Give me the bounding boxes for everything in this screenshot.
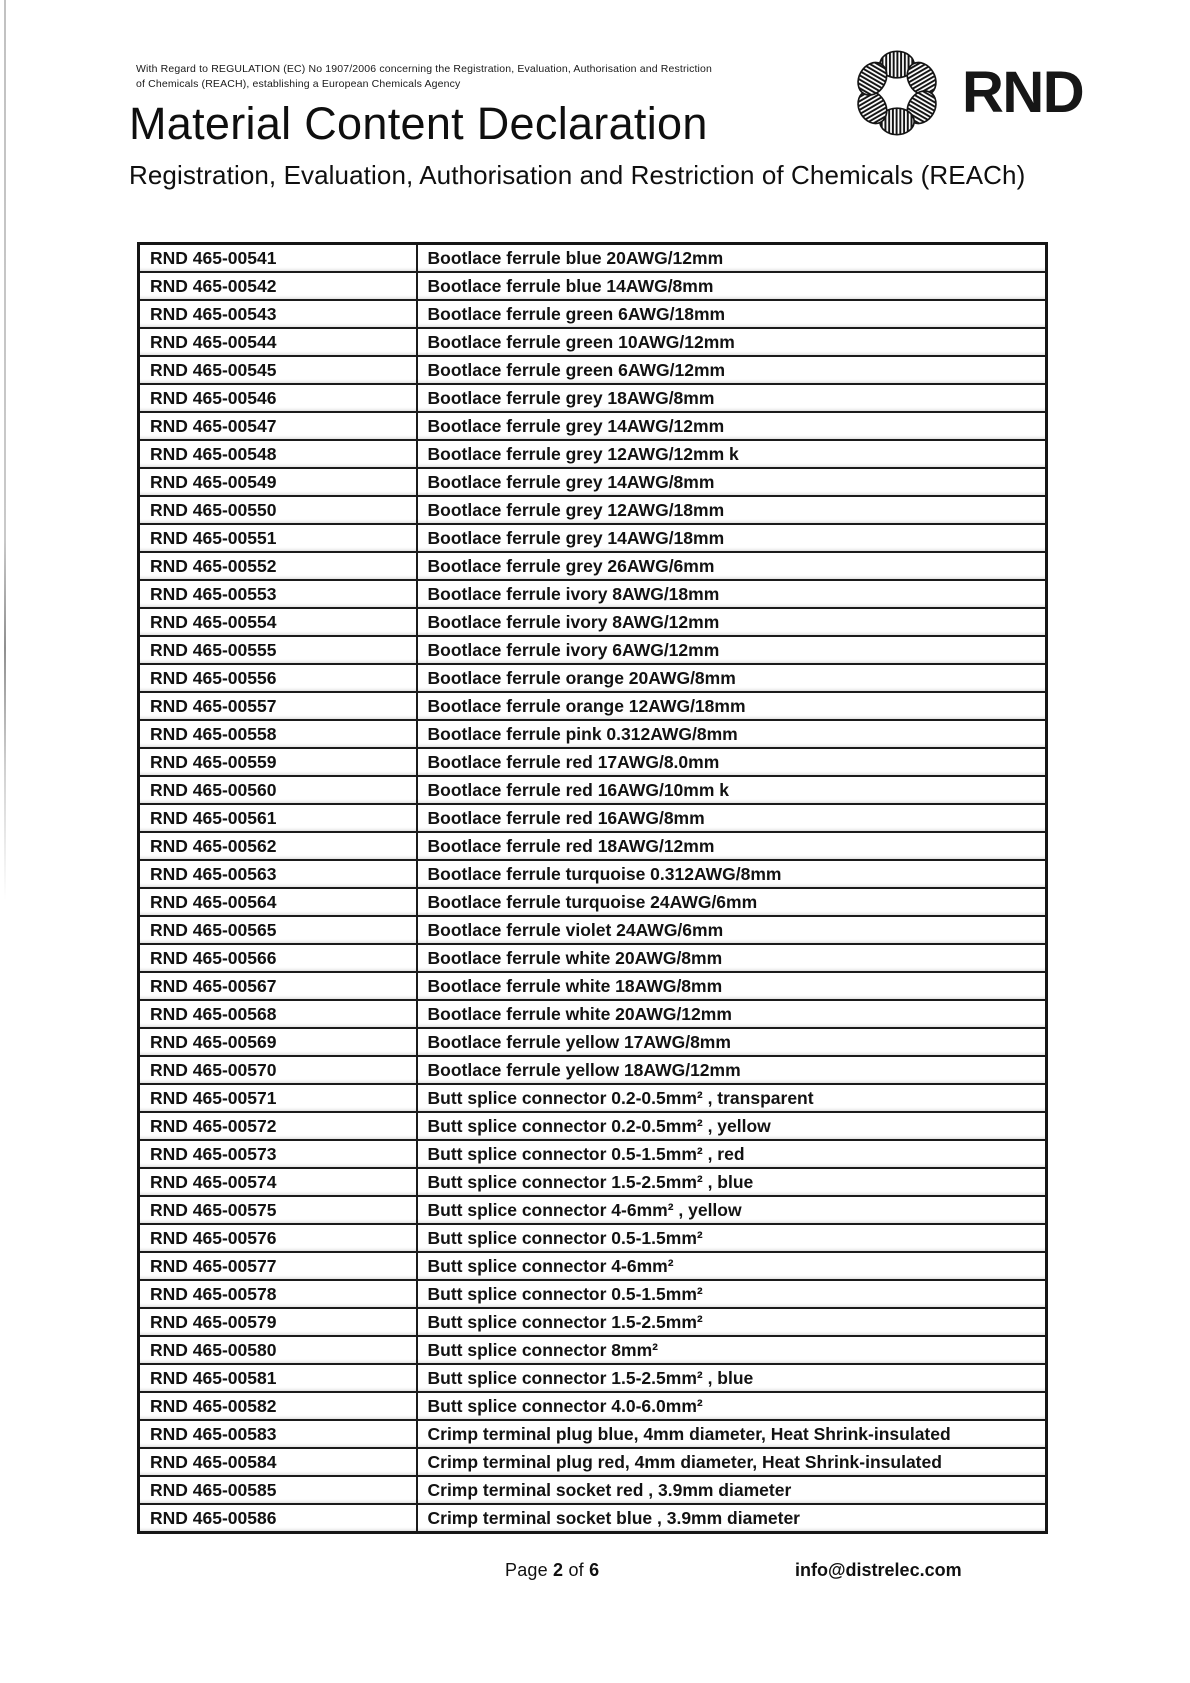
table-row xyxy=(139,1056,1047,1084)
table-row xyxy=(139,412,1047,440)
description-cell: Crimp terminal plug red, 4mm diameter, Heat Shrink-insulated xyxy=(417,1448,1047,1476)
description-cell: Bootlace ferrule orange 12AWG/18mm xyxy=(417,692,1047,720)
description-cell: Bootlace ferrule white 18AWG/8mm xyxy=(417,972,1047,1000)
part-number-cell: RND 465-00577 xyxy=(139,1252,417,1280)
of-label: of xyxy=(568,1560,584,1580)
description-cell: Bootlace ferrule green 6AWG/12mm xyxy=(417,356,1047,384)
part-number-cell: RND 465-00581 xyxy=(139,1364,417,1392)
table-row xyxy=(139,524,1047,552)
part-number-cell: RND 465-00565 xyxy=(139,916,417,944)
table-row xyxy=(139,1224,1047,1252)
table-row xyxy=(139,1476,1047,1504)
table-row xyxy=(139,328,1047,356)
part-number-cell: RND 465-00567 xyxy=(139,972,417,1000)
table-row xyxy=(139,1336,1047,1364)
page-number: 2 xyxy=(553,1560,564,1580)
table-row xyxy=(139,608,1047,636)
table-row xyxy=(139,1280,1047,1308)
part-number-cell: RND 465-00542 xyxy=(139,272,417,300)
table-row xyxy=(139,720,1047,748)
part-number-cell: RND 465-00559 xyxy=(139,748,417,776)
description-cell: Bootlace ferrule yellow 17AWG/8mm xyxy=(417,1028,1047,1056)
description-cell: Bootlace ferrule green 6AWG/18mm xyxy=(417,300,1047,328)
part-number-cell: RND 465-00568 xyxy=(139,1000,417,1028)
description-cell: Bootlace ferrule yellow 18AWG/12mm xyxy=(417,1056,1047,1084)
description-cell: Bootlace ferrule ivory 8AWG/18mm xyxy=(417,580,1047,608)
part-number-cell: RND 465-00572 xyxy=(139,1112,417,1140)
description-cell: Butt splice connector 0.2-0.5mm² , yellow xyxy=(417,1112,1047,1140)
part-number-cell: RND 465-00541 xyxy=(139,244,417,273)
description-cell: Bootlace ferrule white 20AWG/8mm xyxy=(417,944,1047,972)
part-number-cell: RND 465-00562 xyxy=(139,832,417,860)
regulation-note-line1: With Regard to REGULATION (EC) No 1907/2006 concerning the Registration, Evaluation, Authorisation and Restriction xyxy=(136,63,713,75)
table-row xyxy=(139,1308,1047,1336)
description-cell: Bootlace ferrule turquoise 0.312AWG/8mm xyxy=(417,860,1047,888)
table-row xyxy=(139,776,1047,804)
contact-email: info@distrelec.com xyxy=(795,1560,962,1580)
part-number-cell: RND 465-00555 xyxy=(139,636,417,664)
part-number-cell: RND 465-00552 xyxy=(139,552,417,580)
part-number-cell: RND 465-00573 xyxy=(139,1140,417,1168)
part-number-cell: RND 465-00549 xyxy=(139,468,417,496)
parts-table-body xyxy=(139,244,1047,1533)
part-number-cell: RND 465-00571 xyxy=(139,1084,417,1112)
description-cell: Bootlace ferrule grey 12AWG/18mm xyxy=(417,496,1047,524)
part-number-cell: RND 465-00578 xyxy=(139,1280,417,1308)
rnd-logo-text: RND xyxy=(962,60,1084,125)
description-cell: Crimp terminal socket red , 3.9mm diameter xyxy=(417,1476,1047,1504)
page-total: 6 xyxy=(589,1560,600,1580)
table-row xyxy=(139,692,1047,720)
part-number-cell: RND 465-00583 xyxy=(139,1420,417,1448)
part-number-cell: RND 465-00561 xyxy=(139,804,417,832)
table-row xyxy=(139,496,1047,524)
table-row xyxy=(139,1112,1047,1140)
description-cell: Crimp terminal plug blue, 4mm diameter, Heat Shrink-insulated xyxy=(417,1420,1047,1448)
table-row xyxy=(139,1420,1047,1448)
part-number-cell: RND 465-00560 xyxy=(139,776,417,804)
description-cell: Bootlace ferrule grey 18AWG/8mm xyxy=(417,384,1047,412)
description-cell: Butt splice connector 1.5-2.5mm² , blue xyxy=(417,1364,1047,1392)
description-cell: Bootlace ferrule grey 14AWG/18mm xyxy=(417,524,1047,552)
part-number-cell: RND 465-00566 xyxy=(139,944,417,972)
description-cell: Bootlace ferrule green 10AWG/12mm xyxy=(417,328,1047,356)
table-row xyxy=(139,636,1047,664)
part-number-cell: RND 465-00579 xyxy=(139,1308,417,1336)
description-cell: Butt splice connector 4-6mm² xyxy=(417,1252,1047,1280)
table-row xyxy=(139,440,1047,468)
table-row xyxy=(139,1392,1047,1420)
table-row xyxy=(139,860,1047,888)
table-row xyxy=(139,1448,1047,1476)
rnd-logo xyxy=(848,44,1083,142)
table-row xyxy=(139,1028,1047,1056)
regulation-note xyxy=(136,62,712,91)
part-number-cell: RND 465-00576 xyxy=(139,1224,417,1252)
table-row xyxy=(139,1140,1047,1168)
description-cell: Bootlace ferrule white 20AWG/12mm xyxy=(417,1000,1047,1028)
description-cell: Bootlace ferrule ivory 6AWG/12mm xyxy=(417,636,1047,664)
part-number-cell: RND 465-00550 xyxy=(139,496,417,524)
table-row xyxy=(139,552,1047,580)
part-number-cell: RND 465-00563 xyxy=(139,860,417,888)
hex-knot-icon xyxy=(848,44,946,142)
table-row xyxy=(139,916,1047,944)
part-number-cell: RND 465-00574 xyxy=(139,1168,417,1196)
part-number-cell: RND 465-00545 xyxy=(139,356,417,384)
parts-table xyxy=(137,242,1048,1534)
description-cell: Bootlace ferrule pink 0.312AWG/8mm xyxy=(417,720,1047,748)
description-cell: Butt splice connector 4-6mm² , yellow xyxy=(417,1196,1047,1224)
table-row xyxy=(139,1364,1047,1392)
table-row xyxy=(139,244,1047,273)
part-number-cell: RND 465-00544 xyxy=(139,328,417,356)
table-row xyxy=(139,972,1047,1000)
description-cell: Bootlace ferrule grey 14AWG/12mm xyxy=(417,412,1047,440)
part-number-cell: RND 465-00557 xyxy=(139,692,417,720)
description-cell: Bootlace ferrule turquoise 24AWG/6mm xyxy=(417,888,1047,916)
part-number-cell: RND 465-00580 xyxy=(139,1336,417,1364)
page-title: Material Content Declaration xyxy=(129,98,708,149)
part-number-cell: RND 465-00543 xyxy=(139,300,417,328)
part-number-cell: RND 465-00584 xyxy=(139,1448,417,1476)
part-number-cell: RND 465-00569 xyxy=(139,1028,417,1056)
description-cell: Butt splice connector 0.5-1.5mm² xyxy=(417,1280,1047,1308)
table-row xyxy=(139,272,1047,300)
description-cell: Bootlace ferrule blue 20AWG/12mm xyxy=(417,244,1047,273)
part-number-cell: RND 465-00585 xyxy=(139,1476,417,1504)
part-number-cell: RND 465-00582 xyxy=(139,1392,417,1420)
description-cell: Bootlace ferrule grey 26AWG/6mm xyxy=(417,552,1047,580)
table-row xyxy=(139,1504,1047,1533)
description-cell: Butt splice connector 0.2-0.5mm² , transparent xyxy=(417,1084,1047,1112)
table-row xyxy=(139,356,1047,384)
part-number-cell: RND 465-00548 xyxy=(139,440,417,468)
part-number-cell: RND 465-00564 xyxy=(139,888,417,916)
table-row xyxy=(139,832,1047,860)
description-cell: Bootlace ferrule ivory 8AWG/12mm xyxy=(417,608,1047,636)
table-row xyxy=(139,1084,1047,1112)
table-row xyxy=(139,468,1047,496)
description-cell: Bootlace ferrule blue 14AWG/8mm xyxy=(417,272,1047,300)
scan-edge-artifact xyxy=(4,0,6,900)
part-number-cell: RND 465-00553 xyxy=(139,580,417,608)
table-row xyxy=(139,664,1047,692)
description-cell: Butt splice connector 4.0-6.0mm² xyxy=(417,1392,1047,1420)
page-label: Page xyxy=(505,1560,548,1580)
description-cell: Bootlace ferrule red 18AWG/12mm xyxy=(417,832,1047,860)
table-row xyxy=(139,1196,1047,1224)
description-cell: Bootlace ferrule red 17AWG/8.0mm xyxy=(417,748,1047,776)
table-row xyxy=(139,1252,1047,1280)
table-row xyxy=(139,1168,1047,1196)
description-cell: Butt splice connector 1.5-2.5mm² xyxy=(417,1308,1047,1336)
part-number-cell: RND 465-00586 xyxy=(139,1504,417,1533)
description-cell: Bootlace ferrule violet 24AWG/6mm xyxy=(417,916,1047,944)
page-indicator xyxy=(505,1560,599,1581)
description-cell: Bootlace ferrule red 16AWG/10mm k xyxy=(417,776,1047,804)
part-number-cell: RND 465-00570 xyxy=(139,1056,417,1084)
part-number-cell: RND 465-00551 xyxy=(139,524,417,552)
table-row xyxy=(139,888,1047,916)
description-cell: Bootlace ferrule grey 14AWG/8mm xyxy=(417,468,1047,496)
page-subtitle: Registration, Evaluation, Authorisation and Restriction of Chemicals (REACh) xyxy=(129,160,1026,190)
description-cell: Butt splice connector 0.5-1.5mm² , red xyxy=(417,1140,1047,1168)
table-row xyxy=(139,300,1047,328)
description-cell: Butt splice connector 1.5-2.5mm² , blue xyxy=(417,1168,1047,1196)
part-number-cell: RND 465-00546 xyxy=(139,384,417,412)
part-number-cell: RND 465-00575 xyxy=(139,1196,417,1224)
table-row xyxy=(139,804,1047,832)
table-row xyxy=(139,384,1047,412)
description-cell: Bootlace ferrule grey 12AWG/12mm k xyxy=(417,440,1047,468)
part-number-cell: RND 465-00558 xyxy=(139,720,417,748)
regulation-note-line2: of Chemicals (REACH), establishing a European Chemicals Agency xyxy=(136,77,461,90)
description-cell: Bootlace ferrule red 16AWG/8mm xyxy=(417,804,1047,832)
part-number-cell: RND 465-00554 xyxy=(139,608,417,636)
table-row xyxy=(139,580,1047,608)
description-cell: Crimp terminal socket blue , 3.9mm diameter xyxy=(417,1504,1047,1533)
table-row xyxy=(139,944,1047,972)
table-row xyxy=(139,1000,1047,1028)
description-cell: Bootlace ferrule orange 20AWG/8mm xyxy=(417,664,1047,692)
part-number-cell: RND 465-00556 xyxy=(139,664,417,692)
description-cell: Butt splice connector 8mm² xyxy=(417,1336,1047,1364)
table-row xyxy=(139,748,1047,776)
description-cell: Butt splice connector 0.5-1.5mm² xyxy=(417,1224,1047,1252)
part-number-cell: RND 465-00547 xyxy=(139,412,417,440)
